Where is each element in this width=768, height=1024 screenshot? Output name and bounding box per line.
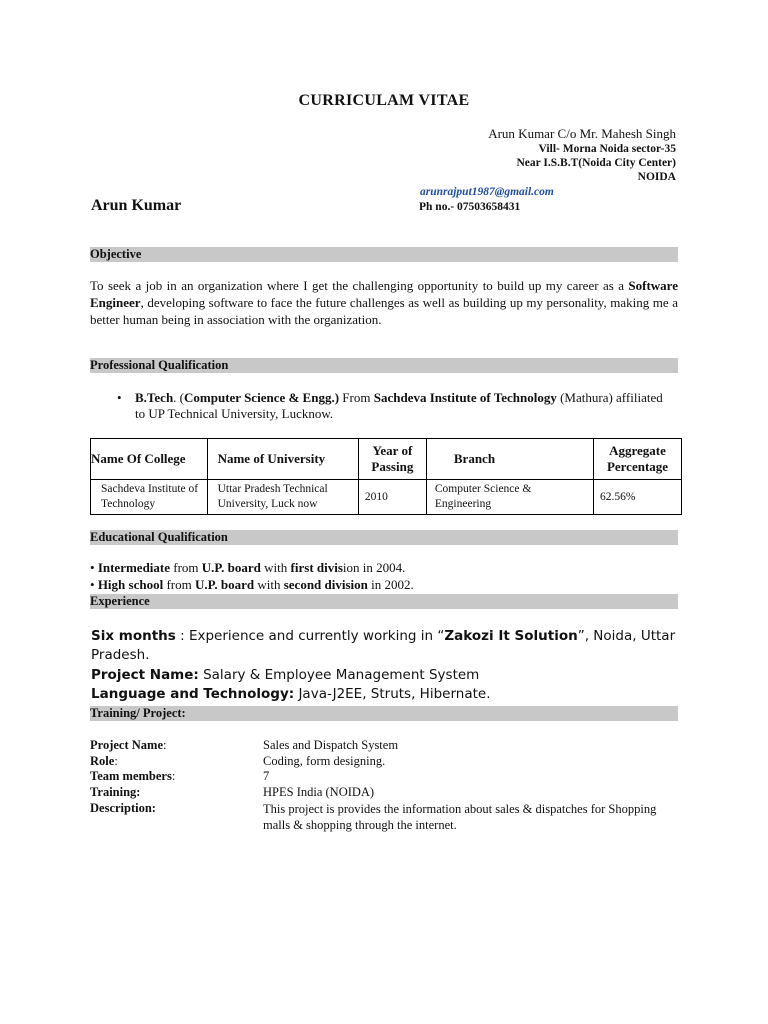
duration-text-post: ”, Noida, Uttar Pradesh.: [91, 628, 676, 663]
col-college: Name Of College: [91, 439, 208, 480]
technology-value: Java-J2EE, Struts, Hibernate.: [294, 686, 491, 702]
professional-heading: Professional Qualification: [90, 358, 678, 373]
company-name: Zakozi It Solution: [444, 628, 578, 644]
table-row: [91, 480, 682, 515]
experience-technology: [91, 685, 691, 704]
duration-text-pre: : Experience and currently working in “: [175, 628, 445, 644]
project-label: Project Name:: [91, 667, 199, 683]
experience-heading: Experience: [90, 594, 678, 609]
objective-role: Software Engineer: [90, 278, 678, 310]
edu-bullet: •: [90, 560, 98, 575]
phone-number: Ph no.- 07503658431: [419, 201, 521, 213]
email-link[interactable]: arunrajput1987@gmail.com: [420, 186, 554, 198]
project-value: Salary & Employee Management System: [198, 667, 480, 683]
training-label-project: Project Name:: [90, 738, 167, 752]
edu-text: from: [163, 577, 195, 592]
edu-item-highschool: [90, 577, 414, 593]
degree-from: From: [339, 390, 374, 405]
training-label-description: Description:: [90, 801, 156, 815]
edu-division: second division: [283, 577, 368, 592]
training-label-role: Role:: [90, 754, 118, 768]
edu-item-intermediate: [90, 560, 405, 576]
edu-text: ion in 2004.: [342, 560, 406, 575]
edu-board: U.P. board: [201, 560, 261, 575]
col-percentage: Aggregate Percentage: [594, 439, 682, 480]
edu-text: with: [260, 560, 291, 575]
objective-heading: Objective: [90, 247, 678, 262]
edu-level: High school: [97, 577, 164, 592]
duration-label: Six months: [91, 628, 176, 644]
edu-bullet: •: [90, 577, 98, 592]
edu-text: in 2002.: [367, 577, 414, 592]
cell-branch: Computer Science & Engineering: [426, 480, 593, 515]
col-year: Year of Passing: [358, 439, 426, 480]
col-university: Name of University: [207, 439, 358, 480]
training-value-project: Sales and Dispatch System: [263, 738, 399, 752]
experience-project: [91, 666, 691, 685]
training-heading: Training/ Project:: [90, 706, 678, 721]
degree-college: Sachdeva Institute of Technology: [373, 390, 557, 405]
experience-duration: [91, 627, 691, 665]
cell-percentage: 62.56%: [594, 480, 682, 515]
edu-division: first divis: [290, 560, 343, 575]
training-label-training: Training:: [90, 785, 141, 799]
bullet-dot: •: [117, 390, 122, 405]
col-branch: Branch: [426, 439, 593, 480]
edu-text: from: [170, 560, 202, 575]
cell-university: Uttar Pradesh Technical University, Luck now: [207, 480, 358, 515]
objective-text: [90, 277, 678, 328]
edu-level: Intermediate: [97, 560, 171, 575]
address-line-4: NOIDA: [637, 171, 676, 183]
cell-college: Sachdeva Institute of Technology: [91, 480, 208, 515]
address-line-3: Near I.S.B.T(Noida City Center): [516, 157, 676, 169]
candidate-name: Arun Kumar: [91, 197, 182, 214]
address-line-1: Arun Kumar C/o Mr. Mahesh Singh: [488, 126, 676, 141]
degree-rest: (Mathura) affiliated to UP Technical University, Lucknow.: [135, 390, 663, 421]
degree-stream: Computer Science & Engg.): [184, 390, 340, 405]
objective-text-post: , developing software to face the future challenges as well as building up my personality, making me a better human being in association with the organization.: [90, 295, 678, 327]
educational-heading: Educational Qualification: [90, 530, 678, 545]
edu-board: U.P. board: [194, 577, 255, 592]
cell-year: 2010: [358, 480, 426, 515]
edu-text: with: [254, 577, 284, 592]
training-value-role: Coding, form designing.: [263, 754, 386, 768]
degree-bullet: [135, 390, 675, 422]
training-value-training: HPES India (NOIDA): [263, 785, 375, 799]
degree-name: B.Tech: [135, 390, 174, 405]
page-title: CURRICULAM VITAE: [298, 92, 470, 109]
objective-text-pre: To seek a job in an organization where I get the challenging opportunity to build up my career as a: [90, 278, 629, 293]
training-value-description: This project is provides the information about sales & dispatches for Shopping malls & shopping through the internet.: [263, 802, 657, 832]
qualification-table: [90, 438, 682, 515]
technology-label: Language and Technology:: [91, 686, 295, 702]
degree-sep: . (: [173, 390, 185, 405]
address-line-2: Vill- Morna Noida sector-35: [538, 143, 676, 155]
training-value-team: 7: [263, 769, 270, 783]
table-header-row: [91, 439, 682, 480]
training-label-team: Team members:: [90, 769, 176, 783]
